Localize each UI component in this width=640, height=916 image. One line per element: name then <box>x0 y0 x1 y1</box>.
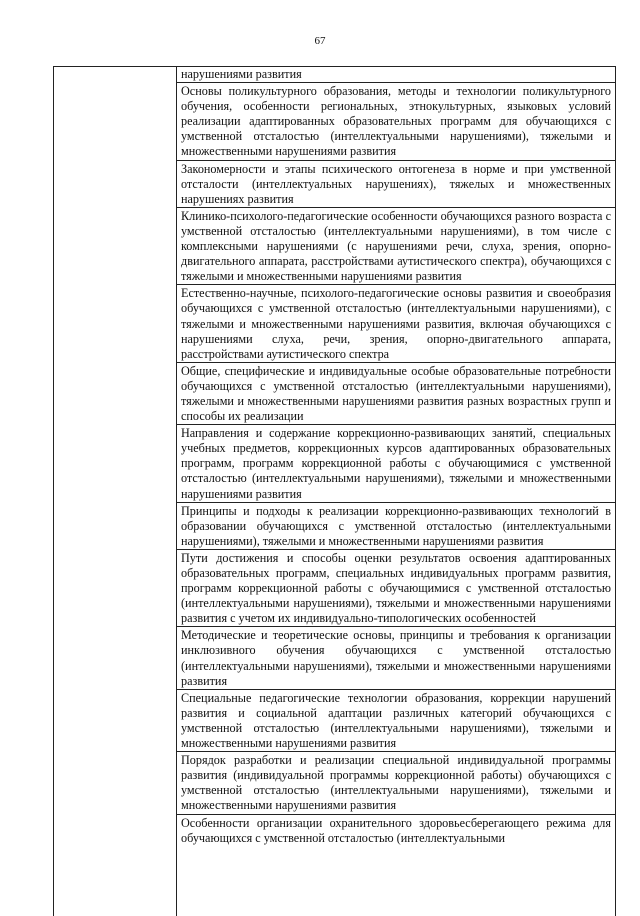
table-row: Основы поликультурного образования, методы и технологии поликультурного обучения, особенности региональных, этнокультурных, языковых условий реализации адаптированных образовательных программ для обучающихся с умственной отсталостью (интеллектуальными нарушениями), тяжелыми и множественными нарушениями развития <box>177 83 615 160</box>
table-row: Методические и теоретические основы, принципы и требования к организации инклюзивного обучения обучающихся с умственной отсталостью (интеллектуальными нарушениями), тяжелыми и множественными нарушениями развития <box>177 627 615 689</box>
table-row: Естественно-научные, психолого-педагогические основы развития и своеобразия обучающихся с умственной отсталостью (интеллектуальными нарушениями), с тяжелыми и множественными нарушениями развития, включая обучающихся с нарушениями слуха, речи, зрения, опорно-двигательного аппарата, расстройствами аутистического спектра <box>177 285 615 362</box>
table-row: Принципы и подходы к реализации коррекционно-развивающих технологий в образовании обучающихся с умственной отсталостью (интеллектуальными нарушениями), тяжелыми и множественными нарушениями развития <box>177 503 615 550</box>
page-number: 67 <box>314 35 326 47</box>
table-row: Общие, специфические и индивидуальные особые образовательные потребности обучающихся с умственной отсталостью (интеллектуальными нарушениями), тяжелыми и множественными нарушениями развития разных возрастных групп и способы их реализации <box>177 363 615 425</box>
table-row: Особенности организации охранительного здоровьесберегающего режима для обучающихся с умственной отсталостью (интеллектуальными <box>181 815 611 845</box>
table-row: Пути достижения и способы оценки результатов освоения адаптированных образовательных программ, специальных индивидуальных программ развития, программ коррекционной работы с обучающимися с умственной отсталостью (интеллектуальными нарушениями), тяжелыми и множественными нарушениями развития с учетом их индивидуально-типологических особенностей <box>177 550 615 627</box>
table-row: Закономерности и этапы психического онтогенеза в норме и при умственной отсталости (интеллектуальных нарушениях), тяжелых и множественных нарушениях развития <box>177 161 615 208</box>
table-row: Направления и содержание коррекционно-развивающих занятий, специальных учебных предметов, коррекционных курсов адаптированных образовательных программ, программ коррекционной работы с обучающимися с умственной отсталостью (интеллектуальными нарушениями), тяжелыми и множественными нарушениями развития <box>177 425 615 502</box>
table-row: нарушениями развития <box>177 66 615 83</box>
table-row: Клинико-психолого-педагогические особенности обучающихся разного возраста с умственной отсталостью (интеллектуальными нарушениями), в том числе с комплексными нарушениями (с нарушениями речи, слуха, зрения, опорно-двигательного аппарата, расстройствами аутистического спектра), обучающихся с тяжелыми и множественными нарушениями развития <box>177 208 615 285</box>
table-row: Порядок разработки и реализации специальной индивидуальной программы развития (индивидуальной программы коррекционной работы) обучающихся с умственной отсталостью (интеллектуальными нарушениями), тяжелыми и множественными нарушениями развития <box>177 752 615 814</box>
table-row: Специальные педагогические технологии образования, коррекции нарушений развития и социальной адаптации различных категорий обучающихся с умственной отсталостью (интеллектуальными нарушениями), тяжелыми и множественными нарушениями развития <box>177 690 615 752</box>
table-rows <box>177 66 615 846</box>
